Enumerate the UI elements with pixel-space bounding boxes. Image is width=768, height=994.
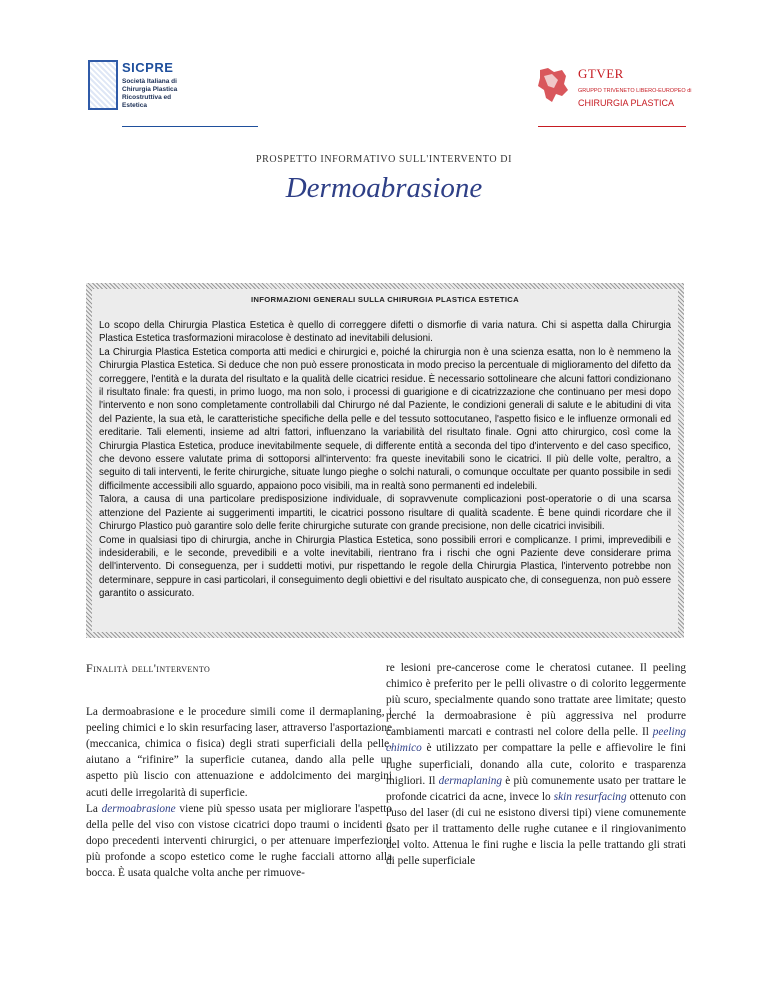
gtver-logo (534, 66, 692, 128)
prospetto-heading: PROSPETTO INFORMATIVO SULL'INTERVENTO DI (255, 154, 513, 165)
sicpre-line2: Chirurgia Plastica (122, 86, 178, 93)
text-run: è più comunemente usato per trattare le profonde cicatrici da acne, invece lo (386, 774, 686, 803)
gtver-underline (538, 126, 686, 127)
right-paragraph (386, 660, 686, 869)
gtver-map-icon (534, 66, 570, 106)
gtver-name: GTVER (578, 66, 624, 81)
info-box-body (99, 319, 671, 601)
gtver-subtitle-2: CHIRURGIA PLASTICA (578, 98, 675, 108)
text-run: è utilizzato per compattare la pelle e affievolire le fini rughe superficiali, donando alla cute, colorito e trasparenza migliori. Il (386, 742, 686, 787)
sicpre-name: SICPRE (122, 60, 174, 75)
page-title: Dermoabrasione (285, 172, 483, 204)
sicpre-line3: Ricostruttiva ed Estetica (122, 94, 172, 109)
sicpre-underline (122, 126, 258, 127)
section-heading: Finalità dell'intervento (86, 661, 211, 675)
info-paragraph: La Chirurgia Plastica Estetica comporta atti medici e chirurgici e, poiché la chirurgia non è una scienza esatta, non lo è nemmeno la Chirurgia Plastica Estetica. Si deduce che non può essere pronosticata in modo preciso la percentuale di miglioramento del difetto da correggere, l'entità e la durata del risultato e la qualità delle cicatrici residue. È necessario sottolineare che alcuni fattori condizionano il risultato finale: fra questi, in primo luogo, ma non solo, i processi di guarigione e di cicatrizzazione che continuano per mesi dopo l'intervento e non sono completamente controllabili dal Chirurgo né dal Paziente, le condizioni generali di salute e le abitudini di vita del Paziente, la sua età, le caratteristiche specifiche della pelle e del tessuto sottocutaneo, l'aspetto fisico e le influenze ormonali ed ereditarie. Tali elementi, insieme ad altri fattori, influenzano la variabilità del risultato finale. Ogni atto chirurgico, così come la Chirurgia Plastica Estetica, produce inevitabilmente sequele, di differente entità a seconda del tipo d'intervento e del caso specifico, che devono essere valutate prima di sottoporsi all'intervento: fra queste inevitabili sono le cicatrici. Il più delle volte, peraltro, a seguito di tali interventi, le ferite chirurgiche, situate lungo pieghe o solchi naturali, o comunque occultate per quanto possibile in sedi difficilmente accessibili allo sguardo, appaiono poco visibili, ma in realtà sono permanenti ed indelebili. (99, 346, 671, 492)
right-column (386, 660, 686, 869)
sicpre-line1: Società Italiana di (122, 78, 177, 85)
text-run: ottenuto con l'uso del laser (di cui ne esistono diversi tipi) viene comunemente usato per il trattamento delle rughe cutanee e il ringiovanimento del volto. Attenua le fini rughe e liscia la pelle trattando gli strati di pelle superficiale (386, 790, 686, 868)
text-run: viene più spesso usata per migliorare l'aspetto della pelle del viso con vistose cicatrici dopo traumi o incidenti o dopo precedenti interventi chirurgici, o per attenuare imperfezioni più profonde a scopo estetico come le rughe facciali attorno alla bocca. È usata qualche volta anche per rimuove- (86, 802, 392, 880)
info-paragraph: Talora, a causa di una particolare predisposizione individuale, di sopravvenute complicazioni post-operatorie o di una scarsa attenzione del Paziente ai suggerimenti impartiti, le cicatrici possono risultare di qualità scadente. È bene quindi ricordare che il Chirurgo Plastico può garantire solo delle ferite chirurgiche suturate con grande precisione, non delle cicatrici invisibili. (99, 494, 671, 533)
gtver-subtitle: GRUPPO TRIVENETO LIBERO-EUROPEO di (578, 88, 692, 94)
sicpre-logo (88, 60, 178, 126)
emphasis-skin-resurfacing: skin resurfacing (553, 790, 627, 803)
left-paragraph-2 (86, 801, 392, 881)
left-column (86, 660, 392, 881)
left-paragraph-1: La dermoabrasione e le procedure simili come il dermaplaning, i peeling chimici e lo skin resurfacing laser, attraverso l'asportazione (meccanica, chimica o fisica) degli strati superficiali della pelle, aiutano a “rifinire” la superficie cutanea, dando alla pelle un aspetto più liscio con attenuazione e addolcimento dei margini acuti delle irregolarità di superficie. (86, 706, 392, 799)
info-paragraph: Lo scopo della Chirurgia Plastica Estetica è quello di correggere difetti o dismorfie di varia natura. Chi si aspetta dalla Chirurgia Plastica Estetica trasformazioni miracolose è destinato ad inevitabili delusioni. (99, 320, 671, 345)
info-paragraph: Come in qualsiasi tipo di chirurgia, anche in Chirurgia Plastica Estetica, sono possibili errori e complicanze. I primi, imprevedibili e indesiderabili, e le seconde, prevedibili e a volte inevitabili, rientrano fra i rischi che ogni Paziente deve considerare prima dell'intervento. Di conseguenza, per i suddetti motivi, pur rispettando le regole della Chirurgia Plastica, l'intervento potrebbe non determinare, seppure in casi particolari, il conseguimento degli obiettivi e del risultato auspicato che, di conseguenza, non può essere garantito o assicurato. (99, 534, 671, 600)
sicpre-emblem-icon (88, 60, 118, 110)
info-box-title: INFORMAZIONI GENERALI SULLA CHIRURGIA PLASTICA ESTETICA (250, 295, 520, 304)
emphasis-peeling: peeling chimico (386, 726, 686, 755)
emphasis-dermaplaning: dermaplaning (438, 774, 503, 787)
info-box (86, 283, 684, 638)
emphasis-dermoabrasione: dermoabrasione (101, 802, 176, 815)
text-run: re lesioni pre-cancerose come le cheratosi cutanee. Il peeling chimico è preferito per le pelli olivastre o di colorito leggermente più scuro, specialmente quando sono trattate aree limitate; questo perché la dermoabrasione è più aggressiva nel produrre cambiamenti marcati e contrasti nel colore della pelle. Il (386, 662, 686, 739)
text-run: La (86, 802, 102, 815)
